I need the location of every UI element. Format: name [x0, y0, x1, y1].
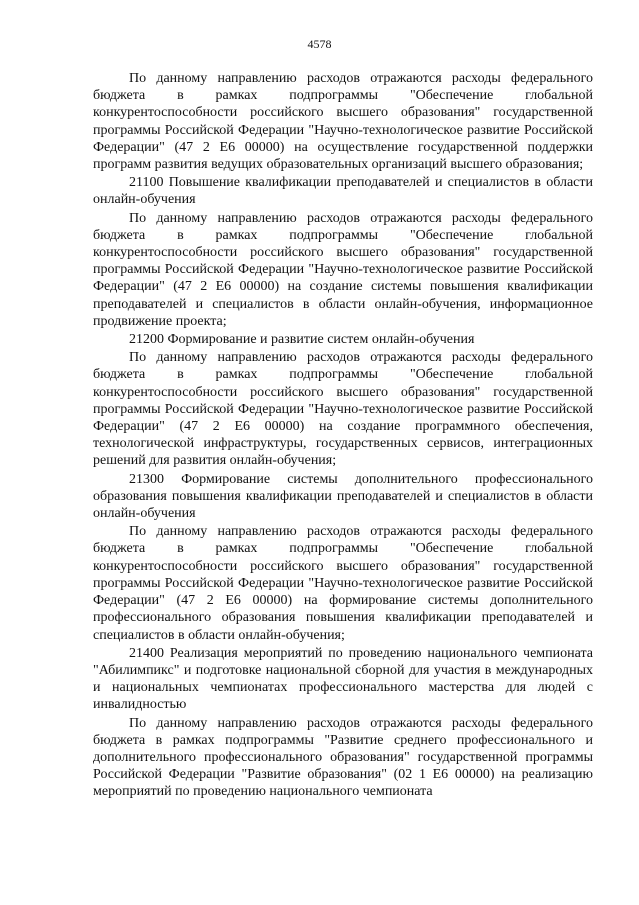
- paragraph-expense-description: По данному направлению расходов отражаются расходы федерального бюджета в рамках подпрограммы "Обеспечение глобальной конкурентоспособности российского высшего образования" государственной программы Российской Федерации "Научно-технологическое развитие Российской Федерации" (47 2 Е6 00000) на осуществление государственной поддержки программ развития ведущих образовательных организаций высшего образования;: [93, 71, 593, 173]
- page-number: 4578: [307, 37, 332, 51]
- paragraph-code-21200: 21200 Формирование и развитие систем онлайн-обучения: [129, 332, 475, 348]
- paragraph-code-21300: 21300 Формирование системы дополнительного профессионального образования повышения квалификации преподавателей и специалистов в области онлайн-обучения: [93, 471, 593, 522]
- paragraph-code-21100: 21100 Повышение квалификации преподавателей и специалистов в области онлайн-обучения: [93, 175, 593, 208]
- paragraph-expense-description: По данному направлению расходов отражаются расходы федерального бюджета в рамках подпрограммы "Обеспечение глобальной конкурентоспособности российского высшего образования" государственной программы Российской Федерации "Научно-технологическое развитие Российской Федерации" (47 2 Е6 00000) на создание системы повышения квалификации преподавателей и специалистов в области онлайн-обучения, информационное продвижение проекта;: [93, 210, 593, 329]
- document-body: [93, 70, 593, 802]
- paragraph-expense-description: По данному направлению расходов отражаются расходы федерального бюджета в рамках подпрограммы "Развитие среднего профессионального и дополнительного профессионального образования" государственной программы Российской Федерации "Развитие образования" (02 1 Е6 00000) на реализацию мероприятий по проведению национального чемпионата: [93, 715, 593, 800]
- paragraph-expense-description: По данному направлению расходов отражаются расходы федерального бюджета в рамках подпрограммы "Обеспечение глобальной конкурентоспособности российского высшего образования" государственной программы Российской Федерации "Научно-технологическое развитие Российской Федерации" (47 2 Е6 00000) на создание программного обеспечения, технологической инфраструктуры, государственных сервисов, интеграционных решений для развития онлайн-обучения;: [93, 350, 593, 469]
- paragraph-code-21400: 21400 Реализация мероприятий по проведению национального чемпионата "Абилимпикс" и подготовке национальной сборной для участия в международных и национальных чемпионатах профессионального мастерства для людей с инвалидностью: [93, 645, 593, 713]
- paragraph-expense-description: По данному направлению расходов отражаются расходы федерального бюджета в рамках подпрограммы "Обеспечение глобальной конкурентоспособности российского высшего образования" государственной программы Российской Федерации "Научно-технологическое развитие Российской Федерации" (47 2 Е6 00000) на формирование системы дополнительного профессионального образования повышения квалификации преподавателей и специалистов в области онлайн-обучения;: [93, 524, 593, 643]
